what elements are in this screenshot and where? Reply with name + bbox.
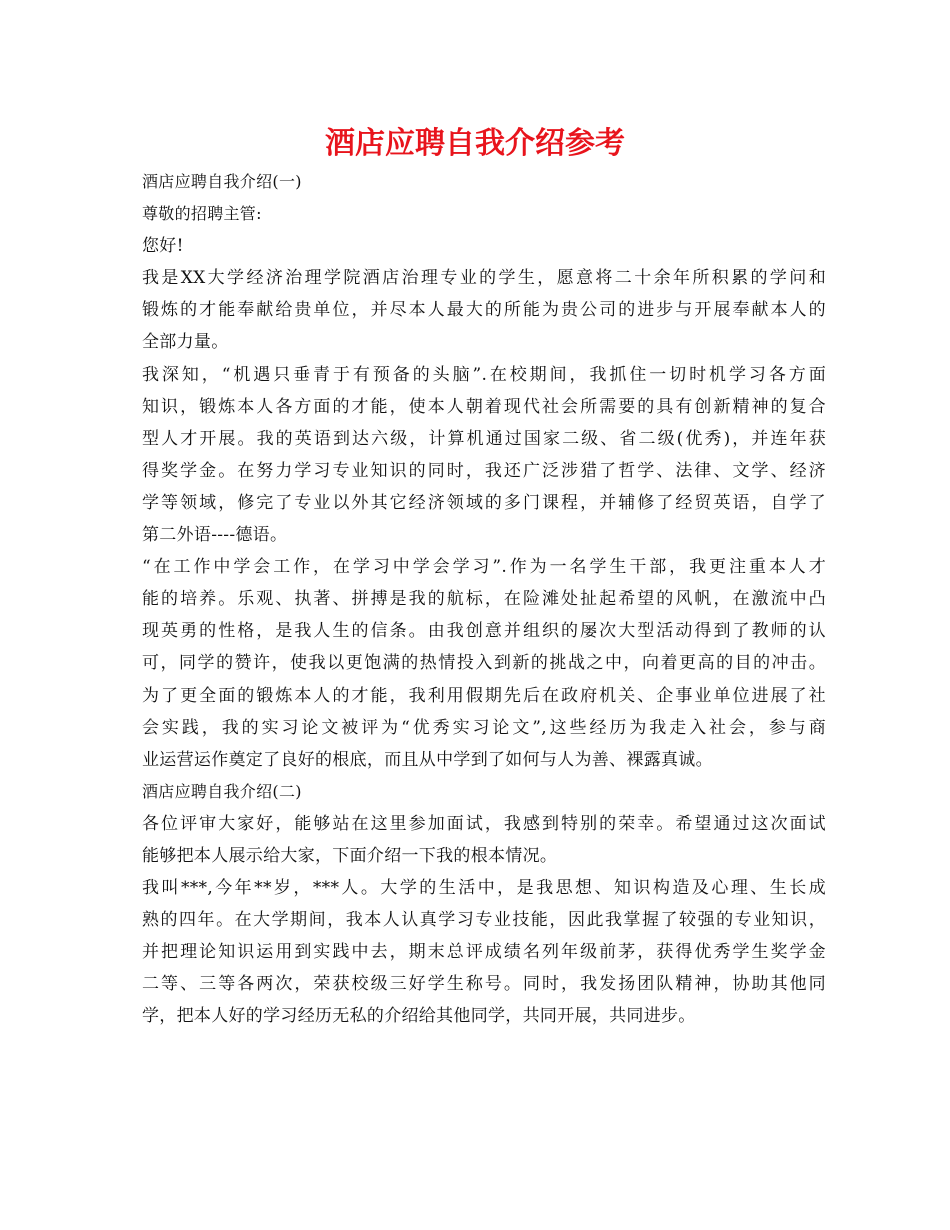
text-line: 得奖学金。在努力学习专业知识的同时，我还广泛涉猎了哲学、法律、文学、经济	[142, 460, 826, 481]
text-line: 二等、三等各两次，荣获校级三好学生称号。同时，我发扬团队精神，协助其他同	[142, 974, 826, 995]
text-line: 尊敬的招聘主管:	[142, 204, 262, 224]
text-line: 锻炼的才能奉献给贵单位，并尽本人最大的所能为贵公司的进步与开展奉献本人的	[142, 300, 826, 321]
text-line: 熟的四年。在大学期间，我本人认真学习专业技能，因此我掌握了较强的专业知识，	[142, 910, 826, 931]
document-title: 酒店应聘自我介绍参考	[325, 126, 625, 161]
text-line: 各位评审大家好，能够站在这里参加面试，我感到特别的荣幸。希望通过这次面试	[142, 813, 826, 834]
text-line: 学，把本人好的学习经历无私的介绍给其他同学，共同开展，共同进步。	[142, 1006, 696, 1027]
text-line: 酒店应聘自我介绍(二)	[142, 781, 302, 801]
text-line: 可，同学的赞许，使我以更饱满的热情投入到新的挑战之中，向着更高的目的冲击。	[142, 653, 826, 674]
text-line: 现英勇的性格，是我人生的信条。由我创意并组织的屡次大型活动得到了教师的认	[142, 621, 826, 642]
text-line: 全部力量。	[142, 332, 229, 353]
text-line: 您好!	[142, 236, 184, 257]
document-body	[142, 166, 826, 1033]
text-line: “在工作中学会工作，在学习中学会学习”.作为一名学生干部，我更注重本人才	[142, 557, 826, 578]
text-line: 会实践，我的实习论文被评为“优秀实习论文”,这些经历为我走入社会，参与商	[142, 717, 826, 738]
text-line: 型人才开展。我的英语到达六级，计算机通过国家二级、省二级(优秀)，并连年获	[142, 428, 826, 449]
text-line: 业运营运作奠定了良好的根底，而且从中学到了如何与人为善、裸露真诚。	[142, 749, 713, 770]
text-line: 知识，锻炼本人各方面的才能，使本人朝着现代社会所需要的具有创新精神的复合	[142, 396, 826, 417]
text-line: 为了更全面的锻炼本人的才能，我利用假期先后在政府机关、企事业单位进展了社	[142, 685, 826, 706]
text-line: 第二外语----德语。	[142, 525, 288, 546]
text-line: 我深知，“机遇只垂青于有预备的头脑”.在校期间，我抓住一切时机学习各方面	[142, 364, 826, 385]
text-line: 能够把本人展示给大家，下面介绍一下我的根本情况。	[142, 845, 558, 866]
text-line: 酒店应聘自我介绍(一)	[142, 172, 302, 191]
text-line: 并把理论知识运用到实践中去，期末总评成绩名列年级前茅，获得优秀学生奖学金	[142, 942, 826, 963]
text-line: 我叫***,今年**岁，***人。大学的生活中，是我思想、知识构造及心理、生长成	[142, 878, 826, 899]
text-line: 学等领域，修完了专业以外其它经济领域的多门课程，并辅修了经贸英语，自学了	[142, 492, 826, 513]
text-line: 我是XX大学经济治理学院酒店治理专业的学生，愿意将二十余年所积累的学问和	[142, 268, 826, 289]
text-line: 能的培养。乐观、执著、拼搏是我的航标，在险滩处扯起希望的风帆，在激流中凸	[142, 589, 826, 610]
